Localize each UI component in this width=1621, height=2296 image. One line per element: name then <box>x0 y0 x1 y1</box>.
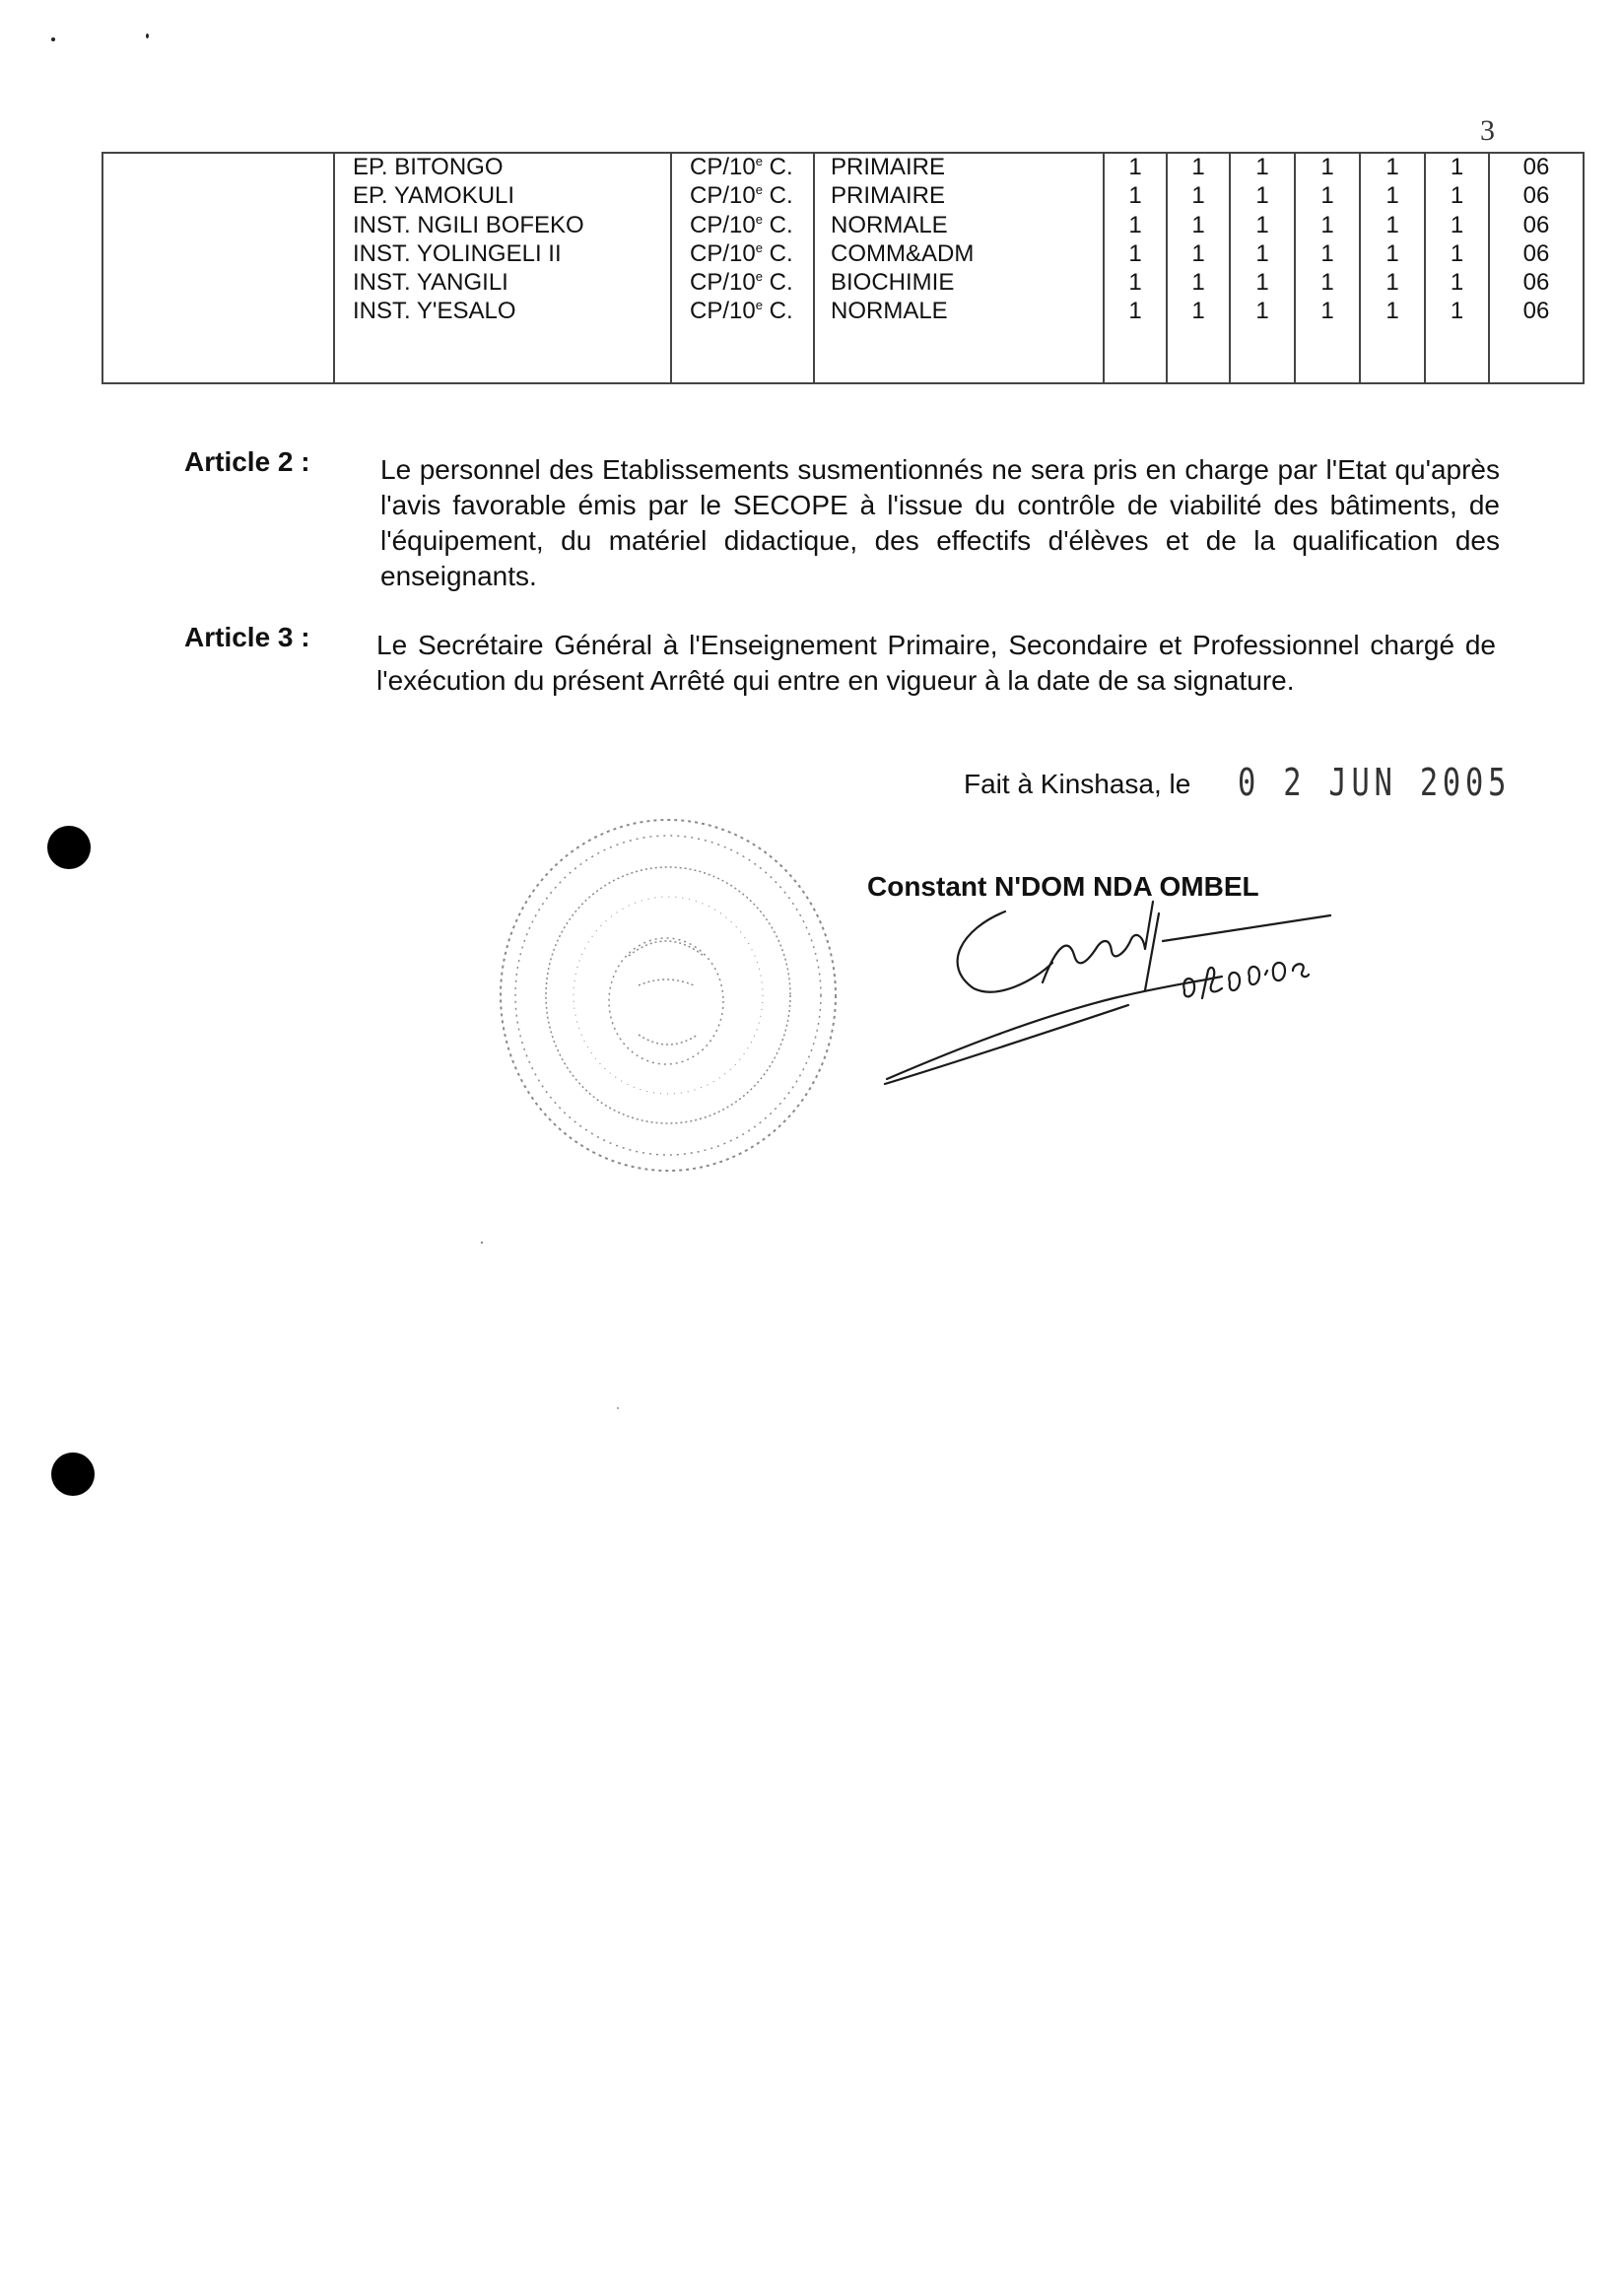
total-cell: 06 <box>1489 240 1584 269</box>
count-cell: 1 <box>1104 269 1167 298</box>
place-and-date-label: Fait à Kinshasa, le <box>964 769 1191 799</box>
count-cell: 1 <box>1230 298 1295 326</box>
option-cell: NORMALE <box>814 212 1104 240</box>
empty-cell <box>334 327 671 383</box>
count-cell: 1 <box>1104 153 1167 182</box>
category-text: CP/10 <box>690 182 756 210</box>
category-suffix: C. <box>762 239 793 267</box>
count-cell: 1 <box>1360 298 1425 326</box>
count-cell: 1 <box>1104 240 1167 269</box>
count-cell: 1 <box>1295 240 1360 269</box>
count-cell: 1 <box>1104 182 1167 211</box>
school-name-cell: INST. Y'ESALO <box>334 298 671 326</box>
punch-hole <box>47 826 91 869</box>
category-superscript: e <box>755 239 763 255</box>
count-cell: 1 <box>1230 153 1295 182</box>
school-name-cell: INST. YANGILI <box>334 269 671 298</box>
page-number: 3 <box>1480 114 1495 147</box>
date-stamp: 0 2 JUN 2005 <box>1238 761 1512 804</box>
blank-cell <box>102 182 334 211</box>
count-cell: 1 <box>1360 240 1425 269</box>
table-filler-row <box>102 327 1584 383</box>
school-name-cell: EP. BITONGO <box>334 153 671 182</box>
count-cell: 1 <box>1360 269 1425 298</box>
count-cell: 1 <box>1167 182 1230 211</box>
category-text: CP/10 <box>690 298 756 325</box>
category-suffix: C. <box>762 154 793 180</box>
option-cell: COMM&ADM <box>814 240 1104 269</box>
schools-table <box>101 152 1585 384</box>
empty-cell <box>1489 327 1584 383</box>
category-text: CP/10 <box>690 269 756 297</box>
count-cell: 1 <box>1360 212 1425 240</box>
count-cell: 1 <box>1104 298 1167 326</box>
empty-cell <box>1360 327 1425 383</box>
count-cell: 1 <box>1167 212 1230 240</box>
category-superscript: e <box>755 182 763 198</box>
blank-cell <box>102 240 334 269</box>
official-seal-stamp <box>491 808 855 1182</box>
option-cell: NORMALE <box>814 298 1104 326</box>
total-cell: 06 <box>1489 153 1584 182</box>
total-cell: 06 <box>1489 182 1584 211</box>
school-name-cell: INST. YOLINGELI II <box>334 240 671 269</box>
blank-cell <box>102 269 334 298</box>
empty-cell <box>1104 327 1167 383</box>
total-cell: 06 <box>1489 269 1584 298</box>
handwritten-signature <box>867 892 1380 1099</box>
count-cell: 1 <box>1230 212 1295 240</box>
count-cell: 1 <box>1425 182 1489 211</box>
count-cell: 1 <box>1360 153 1425 182</box>
blank-cell <box>102 153 334 182</box>
scan-speck <box>146 34 149 38</box>
school-name-cell: EP. YAMOKULI <box>334 182 671 211</box>
category-suffix: C. <box>762 298 793 325</box>
count-cell: 1 <box>1167 298 1230 326</box>
count-cell: 1 <box>1425 153 1489 182</box>
total-cell: 06 <box>1489 212 1584 240</box>
blank-cell <box>102 212 334 240</box>
school-name-cell: INST. NGILI BOFEKO <box>334 212 671 240</box>
category-superscript: e <box>755 298 763 313</box>
scan-speck <box>51 37 55 41</box>
count-cell: 1 <box>1295 153 1360 182</box>
table-row <box>102 269 1584 298</box>
article-3-label: Article 3 : <box>184 622 310 652</box>
article-3-text: Le Secrétaire Général à l'Enseignement Primaire, Secondaire et Professionnel chargé de l'exécution du présent Arrêté qui entre en vigueur à la date de sa signature. <box>376 630 1496 696</box>
category-superscript: e <box>755 269 763 285</box>
category-text: CP/10 <box>690 154 756 180</box>
category-superscript: e <box>755 211 763 227</box>
count-cell: 1 <box>1230 240 1295 269</box>
empty-cell <box>1295 327 1360 383</box>
count-cell: 1 <box>1425 240 1489 269</box>
punch-hole <box>51 1452 95 1496</box>
empty-cell <box>814 327 1104 383</box>
table-row <box>102 153 1584 182</box>
category-suffix: C. <box>762 269 793 297</box>
category-text: CP/10 <box>690 211 756 238</box>
category-superscript: e <box>755 154 763 169</box>
category-cell <box>671 153 814 182</box>
table-row <box>102 182 1584 211</box>
scan-speck <box>481 1242 483 1244</box>
option-cell: BIOCHIMIE <box>814 269 1104 298</box>
count-cell: 1 <box>1104 212 1167 240</box>
scan-speck <box>617 1407 619 1409</box>
option-cell: PRIMAIRE <box>814 153 1104 182</box>
empty-cell <box>1167 327 1230 383</box>
count-cell: 1 <box>1167 240 1230 269</box>
table-row <box>102 298 1584 326</box>
count-cell: 1 <box>1230 269 1295 298</box>
empty-cell <box>1425 327 1489 383</box>
count-cell: 1 <box>1425 212 1489 240</box>
empty-cell <box>671 327 814 383</box>
count-cell: 1 <box>1425 269 1489 298</box>
empty-cell <box>1230 327 1295 383</box>
article-2-text: Le personnel des Etablissements susmentionnés ne sera pris en charge par l'Etat qu'après l'avis favorable émis par le SECOPE à l'issue du contrôle de viabilité des bâtiments, de l'équipement, du matériel didactique, des effectifs d'élèves et de la qualification des enseignants. <box>380 454 1500 591</box>
blank-cell <box>102 298 334 326</box>
count-cell: 1 <box>1295 212 1360 240</box>
table-row <box>102 212 1584 240</box>
count-cell: 1 <box>1295 269 1360 298</box>
table-row <box>102 240 1584 269</box>
article-2-label: Article 2 : <box>184 446 310 477</box>
category-cell <box>671 182 814 211</box>
count-cell: 1 <box>1295 298 1360 326</box>
signatory-name: Constant N'DOM NDA OMBEL <box>867 871 1259 902</box>
category-cell <box>671 240 814 269</box>
category-cell <box>671 298 814 326</box>
category-text: CP/10 <box>690 239 756 267</box>
category-suffix: C. <box>762 211 793 238</box>
count-cell: 1 <box>1167 269 1230 298</box>
category-suffix: C. <box>762 182 793 210</box>
empty-cell <box>102 327 334 383</box>
count-cell: 1 <box>1425 298 1489 326</box>
total-cell: 06 <box>1489 298 1584 326</box>
count-cell: 1 <box>1295 182 1360 211</box>
count-cell: 1 <box>1360 182 1425 211</box>
option-cell: PRIMAIRE <box>814 182 1104 211</box>
category-cell <box>671 212 814 240</box>
category-cell <box>671 269 814 298</box>
count-cell: 1 <box>1167 153 1230 182</box>
count-cell: 1 <box>1230 182 1295 211</box>
